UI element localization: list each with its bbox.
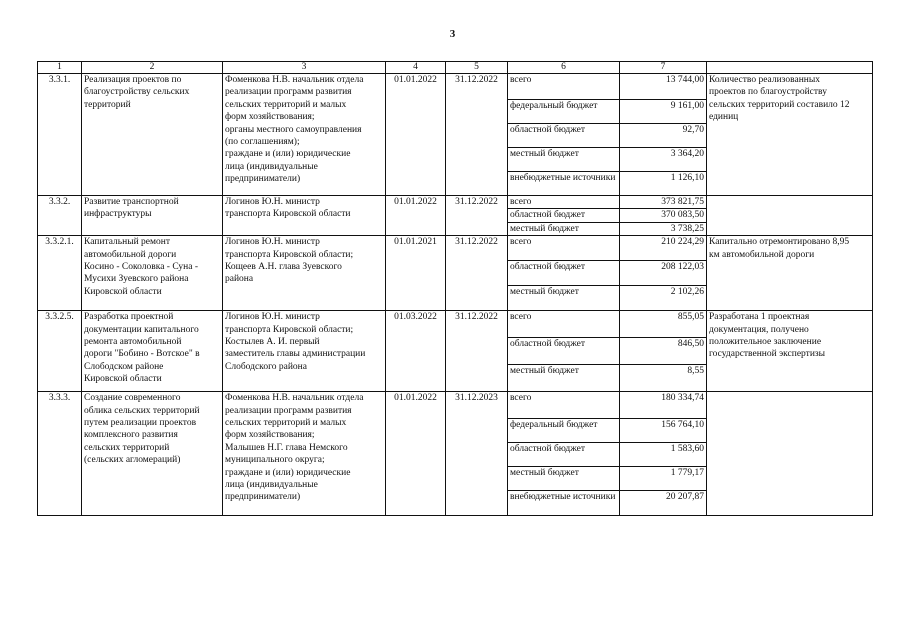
funding-source-cell: областной бюджет (508, 443, 620, 467)
funding-amount-cell: 3 738,25 (620, 222, 707, 235)
column-header: 2 (82, 62, 223, 74)
responsible-cell: Логинов Ю.Н. министр транспорта Кировской области; Костылев А. И. первый заместитель главы администрации Слободского района (223, 311, 386, 392)
result-cell: Количество реализованных проектов по благоустройству сельских территорий составило 12 единиц (707, 74, 873, 196)
item-number-cell: 3.3.3. (38, 392, 82, 516)
funding-source-cell: областной бюджет (508, 261, 620, 286)
result-cell (707, 392, 873, 516)
funding-amount-cell: 156 764,10 (620, 419, 707, 443)
column-header: 6 (508, 62, 620, 74)
funding-source-cell: местный бюджет (508, 148, 620, 172)
funding-amount-cell: 180 334,74 (620, 392, 707, 419)
funding-source-cell: местный бюджет (508, 365, 620, 392)
column-header: 4 (386, 62, 446, 74)
funding-amount-cell: 2 102,26 (620, 286, 707, 311)
funding-amount-cell: 13 744,00 (620, 74, 707, 100)
end-date-cell: 31.12.2022 (446, 311, 508, 392)
funding-amount-cell: 1 126,10 (620, 172, 707, 196)
funding-amount-cell: 20 207,87 (620, 491, 707, 516)
end-date-cell: 31.12.2022 (446, 196, 508, 236)
funding-source-cell: всего (508, 392, 620, 419)
item-name-cell: Разработка проектной документации капитального ремонта автомобильной дороги "Бобино - Вотское" в Слободском районе Кировской области (82, 311, 223, 392)
end-date-cell: 31.12.2022 (446, 236, 508, 311)
funding-amount-cell: 208 122,03 (620, 261, 707, 286)
funding-source-cell: областной бюджет (508, 209, 620, 222)
responsible-cell: Логинов Ю.Н. министр транспорта Кировской области (223, 196, 386, 236)
funding-amount-cell: 370 083,50 (620, 209, 707, 222)
column-header-empty (707, 62, 873, 74)
end-date-cell: 31.12.2022 (446, 74, 508, 196)
start-date-cell: 01.01.2022 (386, 392, 446, 516)
table-row (38, 311, 873, 338)
funding-amount-cell: 9 161,00 (620, 100, 707, 124)
funding-source-cell: федеральный бюджет (508, 419, 620, 443)
funding-source-cell: областной бюджет (508, 338, 620, 365)
funding-amount-cell: 855,05 (620, 311, 707, 338)
funding-source-cell: всего (508, 311, 620, 338)
funding-amount-cell: 1 583,60 (620, 443, 707, 467)
page-number: 3 (449, 28, 456, 40)
item-number-cell: 3.3.2.1. (38, 236, 82, 311)
start-date-cell: 01.01.2022 (386, 74, 446, 196)
funding-source-cell: местный бюджет (508, 467, 620, 491)
funding-amount-cell: 210 224,29 (620, 236, 707, 261)
header-row (38, 62, 873, 74)
start-date-cell: 01.03.2022 (386, 311, 446, 392)
funding-amount-cell: 846,50 (620, 338, 707, 365)
table-body (38, 74, 873, 516)
end-date-cell: 31.12.2023 (446, 392, 508, 516)
result-cell: Капитально отремонтировано 8,95 км автомобильной дороги (707, 236, 873, 311)
table-row (38, 392, 873, 419)
funding-source-cell: внебюджетные источники (508, 172, 620, 196)
program-table (37, 61, 873, 516)
item-name-cell: Реализация проектов по благоустройству сельских территорий (82, 74, 223, 196)
funding-source-cell: федеральный бюджет (508, 100, 620, 124)
funding-source-cell: местный бюджет (508, 222, 620, 235)
column-header: 3 (223, 62, 386, 74)
column-header: 5 (446, 62, 508, 74)
table-row (38, 74, 873, 100)
column-header: 1 (38, 62, 82, 74)
start-date-cell: 01.01.2022 (386, 196, 446, 236)
funding-source-cell: всего (508, 74, 620, 100)
funding-amount-cell: 8,55 (620, 365, 707, 392)
responsible-cell: Фоменкова Н.В. начальник отдела реализации программ развития сельских территорий и малых форм хозяйствования; Малышев Н.Г. глава Немского муниципального округа; граждане и (или) юридические лица (индивидуальные предприниматели) (223, 392, 386, 516)
funding-amount-cell: 1 779,17 (620, 467, 707, 491)
funding-source-cell: всего (508, 236, 620, 261)
result-cell (707, 196, 873, 236)
funding-amount-cell: 92,70 (620, 124, 707, 148)
funding-amount-cell: 373 821,75 (620, 196, 707, 209)
funding-amount-cell: 3 364,20 (620, 148, 707, 172)
funding-source-cell: всего (508, 196, 620, 209)
responsible-cell: Логинов Ю.Н. министр транспорта Кировской области; Кощеев А.Н. глава Зуевского района (223, 236, 386, 311)
table-row (38, 236, 873, 261)
column-header: 7 (620, 62, 707, 74)
item-number-cell: 3.3.2. (38, 196, 82, 236)
funding-source-cell: областной бюджет (508, 124, 620, 148)
result-cell: Разработана 1 проектная документация, получено положительное заключение государственной экспертизы (707, 311, 873, 392)
item-name-cell: Создание современного облика сельских территорий путем реализации проектов комплексного развития сельских территорий (сельских агломераций) (82, 392, 223, 516)
item-name-cell: Капитальный ремонт автомобильной дороги Косино - Соколовка - Суна - Мусихи Зуевского района Кировской области (82, 236, 223, 311)
funding-source-cell: местный бюджет (508, 286, 620, 311)
funding-source-cell: внебюджетные источники (508, 491, 620, 516)
table-row (38, 196, 873, 209)
item-number-cell: 3.3.2.5. (38, 311, 82, 392)
item-number-cell: 3.3.1. (38, 74, 82, 196)
item-name-cell: Развитие транспортной инфраструктуры (82, 196, 223, 236)
responsible-cell: Фоменкова Н.В. начальник отдела реализации программ развития сельских территорий и малых форм хозяйствования; органы местного самоуправления (по соглашениям); граждане и (или) юридические лица (индивидуальные предприниматели) (223, 74, 386, 196)
start-date-cell: 01.01.2021 (386, 236, 446, 311)
